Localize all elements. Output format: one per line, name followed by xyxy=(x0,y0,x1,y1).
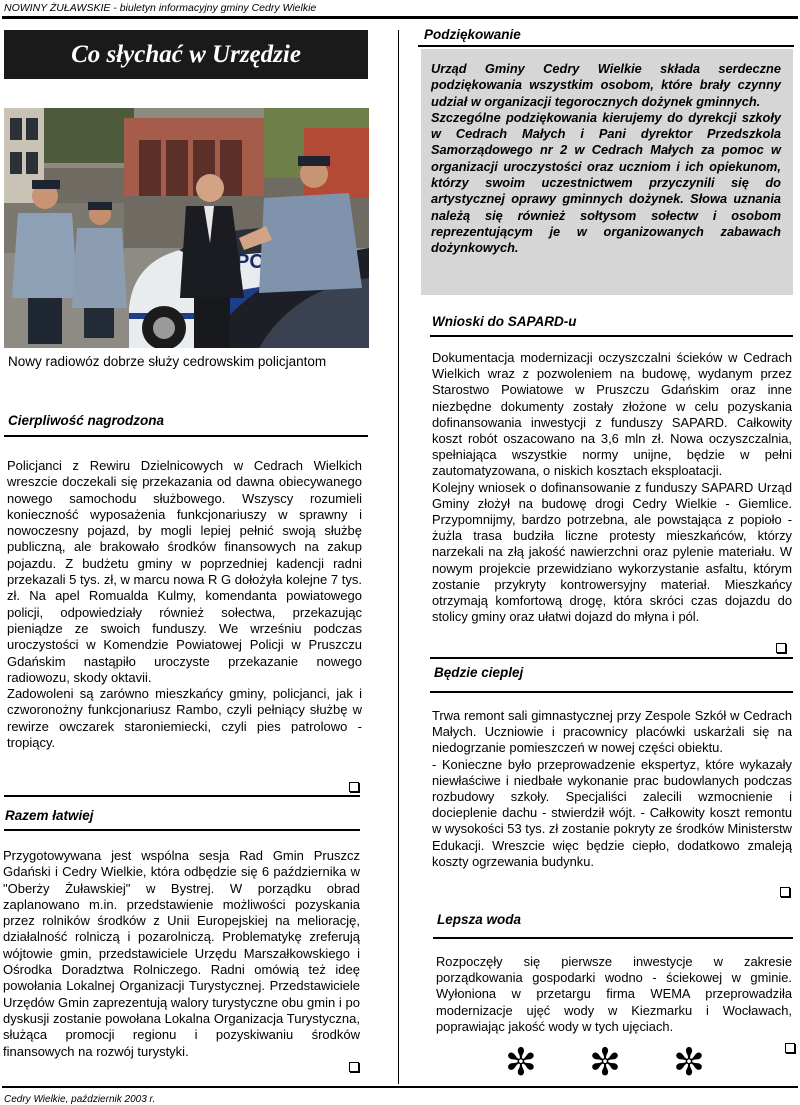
end-mark-icon xyxy=(349,1062,359,1072)
article-title-cieplej: Będzie cieplej xyxy=(434,665,524,680)
section-rule xyxy=(4,795,360,797)
title-rule xyxy=(4,435,368,437)
header-rule xyxy=(2,16,798,19)
star-icon: ✼ xyxy=(505,1042,537,1084)
star-icon: ✼ xyxy=(673,1042,705,1084)
article-title-podziekowanie: Podziękowanie xyxy=(424,27,521,42)
article-title-cierpliwosc: Cierpliwość nagrodzona xyxy=(8,413,165,428)
article-title-woda: Lepsza woda xyxy=(437,912,522,927)
section-rule xyxy=(430,657,793,659)
article-title-razem: Razem łatwiej xyxy=(5,808,94,823)
police-car-photo xyxy=(4,108,369,348)
section-masthead xyxy=(4,30,368,79)
article-body-woda xyxy=(436,954,792,1035)
end-mark-icon xyxy=(776,643,786,653)
newsletter-footer: Cedry Wielkie, październik 2003 r. xyxy=(4,1094,156,1105)
paragraph: Przygotowywana jest wspólna sesja Rad Gmin Pruszcz Gdański i Cedry Wielkie, która odbędzie się 6 października w "Oberży Żuławskiej" w Bystrej. W porządku obrad zaplanowano m.in. przedstawienie możliwości pozyskania przez rolników środków z Unii Europejskiej na meliorację, działalność rolniczą i pozarolniczą. Problematykę zreferują wójtowie gmin, przedstawiciele Urzędu Marszałkowskiego i Ośrodka Doradztwa Rolniczego. Radni omówią też ideę powołania Lokalnej Organizacji Turystycznej. Przedstawiciele Urzędów Gmin zaprezentują walory turystyczne obu gmin i po dyskusji zostanie powołana Lokalna Organizacja Turystyczna, służąca promocji regionu i pozyskiwaniu środków finansowych na rozwój turystyki. xyxy=(3,848,360,1059)
paragraph: Szczególne podziękowania kierujemy do dyrekcji szkoły w Cedrach Małych i Pani dyrektor Przedszkola Samorządowego nr 2 w Cedrach Małych za pomoc w organizacji uroczystości oraz uczniom i ich opiekunom, którzy swoim uczestnictwem przyczynili się do artystycznej oprawy gminnych dożynek. Słowa uznania należą się również sołtysom sołectw i osobom reprezentującym je w organizowanych zabawach dożynkowych. xyxy=(431,109,781,256)
decorative-stars xyxy=(505,1044,705,1082)
column-divider xyxy=(398,30,399,1084)
photo-caption: Nowy radiowóz dobrze służy cedrowskim policjantom xyxy=(8,354,327,369)
end-mark-icon xyxy=(780,887,790,897)
article-body-cieplej xyxy=(432,708,792,870)
title-rule xyxy=(430,335,793,337)
end-mark-icon xyxy=(785,1043,795,1053)
article-body-cierpliwosc xyxy=(7,458,362,751)
star-icon: ✼ xyxy=(589,1042,621,1084)
paragraph: Rozpoczęły się pierwsze inwestycje w zakresie porządkowania gospodarki wodno - ściekowej w gminie. Wyłoniona w przetargu firma WEMA przeprowadziła modernizacje ujęć wody w Kiezmarku i Wocławach, poprawiając jakość wody w tych ujęciach. xyxy=(436,954,792,1034)
newsletter-header: NOWINY ŻUŁAWSKIE - biuletyn informacyjny gminy Cedry Wielkie xyxy=(4,2,317,14)
paragraph: Trwa remont sali gimnastycznej przy Zespole Szkół w Cedrach Małych. Uczniowie i pracownicy placówki uskarżali się na niedogrzanie pomieszczeń w nowej części obiektu. xyxy=(432,708,792,756)
paragraph: Dokumentacja modernizacji oczyszczalni ścieków w Cedrach Wielkich wraz z pozwoleniem na budowę, wydanym przez Starostwo Powiatowe w Pruszczu Gdańskim oraz inne niezbędne dokumenty zostały złożone w celu pozyskania dofinansowania inwestycji z funduszy SAPARD. Całkowity koszt robót oszacowano na 3,6 mln zł. Nowa oczyszczalnia, spełniająca wszystkie normy unijne, będzie w pełni zautomatyzowana, o niskich kosztach eksploatacji. xyxy=(432,350,792,479)
end-mark-icon xyxy=(349,782,359,792)
title-rule xyxy=(430,691,793,693)
masthead-title: Co słychać w Urzędzie xyxy=(71,40,301,68)
title-rule xyxy=(433,937,793,939)
paragraph: Policjanci z Rewiru Dzielnicowych w Cedrach Wielkich wreszcie doczekali się przekazania od dawna obiecywanego nowego samochodu służbowego. Wszyscy rozumieli konieczność wyposażenia funkcjonariuszy w sprawny i nowoczesny pojazd, by mogli lepiej pełnić swoją służbę publiczną, ale brakowało środków finansowych na zakup pojazdu. Z budżetu gminy w poprzedniej kadencji radni przekazali 5 tys. zł, w marcu nowa R G dołożyła kolejne 7 tys. zł. Na apel Romualda Kulmy, komendanta powiatowego policji, odpowiedziały również sołectwa, przekazując pieniądze ze swoich funduszy. We wrześniu podczas uroczystości w Komendzie Powiatowej Policji w Pruszczu Gdańskim nastąpiło uroczyste przekazanie nowego radiowozu, skody oktavii. xyxy=(7,458,362,685)
paragraph: Kolejny wniosek o dofinansowanie z funduszy SAPARD Urząd Gminy złożył na budowę drogi Cedry Wielkie - Giemlice. Przypomnijmy, bardzo potrzebna, ale powstająca z popioło - żużla trasa budziła liczne protesty mieszkańców, którzy narzekali na złą jakość nawierzchni oraz pylenie materiału. W nowym projekcie przewidziano wykorzystanie asfaltu, którym zostanie przykryty kontrowersyjny materiał. Mieszkańcy otrzymają komfortową drogę, która skróci czas dojazdu do stolicy gminy oraz ułatwi dojazd do młyna i pól. xyxy=(432,479,792,625)
paragraph: Urząd Gminy Cedry Wielkie składa serdeczne podziękowania wszystkim osobom, które brały czynny udział w organizacji tegorocznych dożynek gminnych. xyxy=(431,61,781,109)
thanks-box xyxy=(421,49,793,295)
article-body-wnioski xyxy=(432,350,792,625)
article-title-wnioski: Wnioski do SAPARD-u xyxy=(432,314,577,329)
paragraph: - Konieczne było przeprowadzenie ekspertyz, które wykazały niewłaściwe i niedbałe wykonanie prac budowlanych podczas rozbudowy szkoły. Specjaliści zalecili wzmocnienie i docieplenie dachu - stwierdził wójt. - Całkowity koszt remontu w wysokości 53 tys. zł zostanie pokryty ze środków Ministerstw Edukacji. Wreszcie więc będzie ciepło, dodatkowo zmaleją koszty ogrzewania budynku. xyxy=(432,756,792,869)
footer-rule xyxy=(2,1086,798,1088)
title-rule xyxy=(418,45,794,47)
article-body-razem xyxy=(3,848,360,1060)
paragraph: Zadowoleni są zarówno mieszkańcy gminy, policjanci, jak i czworonożny funkcjonariusz Rambo, czyli pełniący służbę w rewirze owczarek staroniemiecki, czyli pies patrolowo - tropiący. xyxy=(7,686,362,751)
title-rule xyxy=(4,829,360,831)
